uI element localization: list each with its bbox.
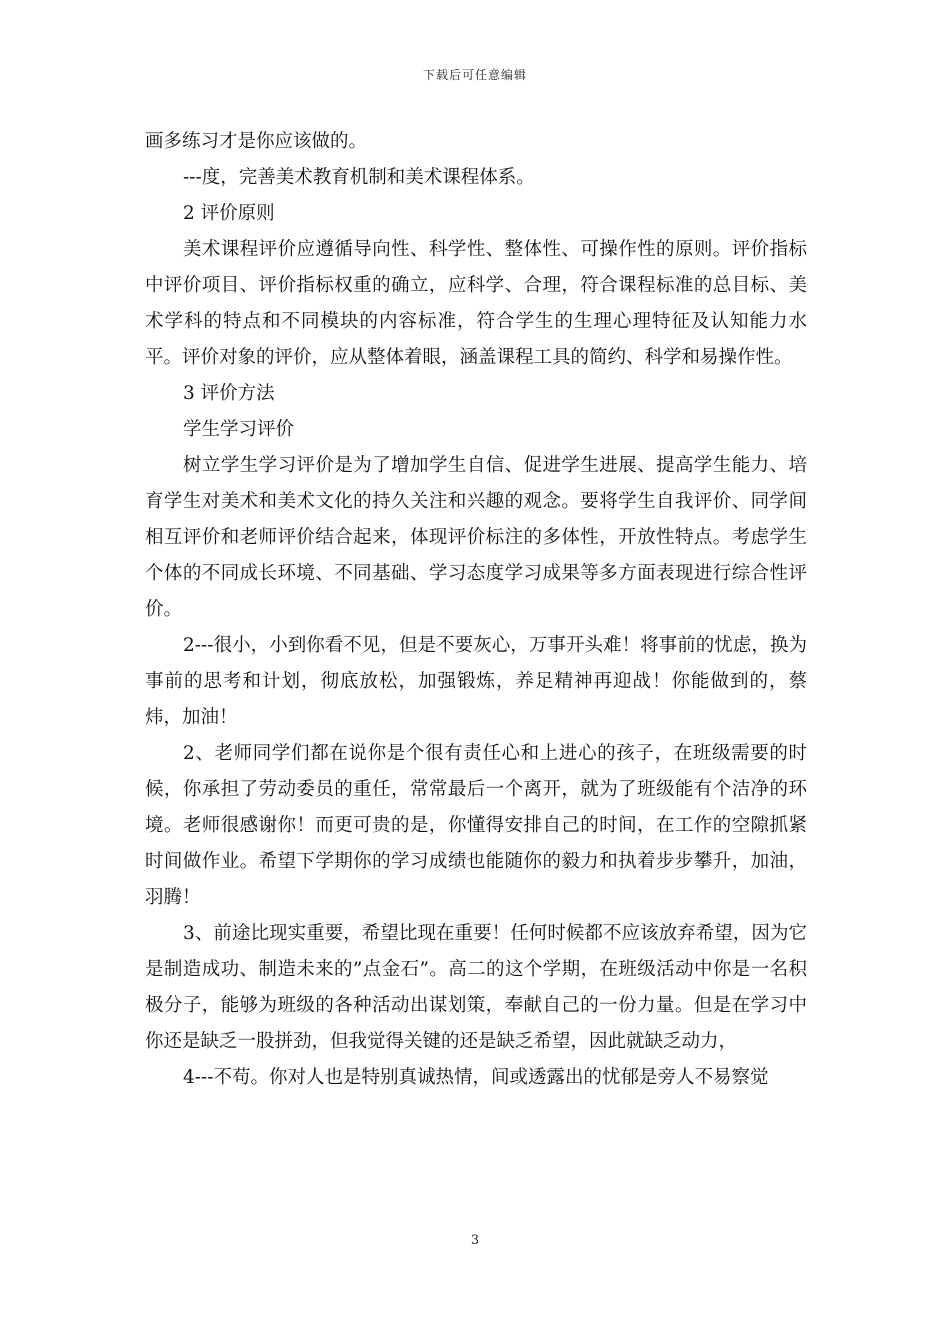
paragraph: 2---很小，小到你看不见，但是不要灰心，万事开头难！将事前的忧虑，换为事前的思考和计划，彻底放松，加强锻炼，养足精神再迎战！你能做到的，蔡炜，加油！ bbox=[145, 635, 807, 728]
paragraph: 3、前途比现实重要，希望比现在重要！任何时候都不应该放弃希望，因为它是制造成功、制造未来的”点金石”。高二的这个学期，在班级活动中你是一名积极分子，能够为班级的各种活动出谋划策，奉献自己的一份力量。但是在学习中你还是缺乏一股拼劲，但我觉得关键的还是缺乏希望，因此就缺乏动力， bbox=[145, 923, 807, 1052]
paragraph: ---度，完善美术教育机制和美术课程体系。 bbox=[183, 167, 535, 188]
page-header: 下载后可任意编辑 bbox=[422, 68, 527, 82]
page-number: 3 bbox=[470, 1233, 480, 1248]
paragraph: 美术课程评价应遵循导向性、科学性、整体性、可操作性的原则。评价指标中评价项目、评价指标权重的确立，应科学、合理，符合课程标准的总目标、美术学科的特点和不同模块的内容标准，符合学生的生理心理特征及认知能力水平。评价对象的评价，应从整体着眼，涵盖课程工具的简约、科学和易操作性。 bbox=[145, 239, 807, 368]
section-heading: 3 评价方法 bbox=[183, 383, 275, 404]
paragraph: 树立学生学习评价是为了增加学生自信、促进学生进展、提高学生能力、培育学生对美术和美术文化的持久关注和兴趣的观念。要将学生自我评价、同学间相互评价和老师评价结合起来，体现评价标注的多体性，开放性特点。考虑学生个体的不同成长环境、不同基础、学习态度学习成果等多方面表现进行综合性评价。 bbox=[145, 455, 807, 620]
paragraph: 2、老师同学们都在说你是个很有责任心和上进心的孩子，在班级需要的时候，你承担了劳动委员的重任，常常最后一个离开，就为了班级能有个洁净的环境。老师很感谢你！而更可贵的是，你懂得安排自己的时间，在工作的空隙抓紧时间做作业。希望下学期你的学习成绩也能随你的毅力和执着步步攀升，加油，羽腾！ bbox=[145, 743, 807, 908]
section-heading: 2 评价原则 bbox=[183, 203, 275, 224]
paragraph: 4---不苟。你对人也是特别真诚热情，间或透露出的忧郁是旁人不易察觉 bbox=[183, 1067, 769, 1088]
paragraph: 画多练习才是你应该做的。 bbox=[145, 131, 368, 152]
subsection-heading: 学生学习评价 bbox=[183, 419, 295, 440]
document-body bbox=[145, 124, 807, 1096]
